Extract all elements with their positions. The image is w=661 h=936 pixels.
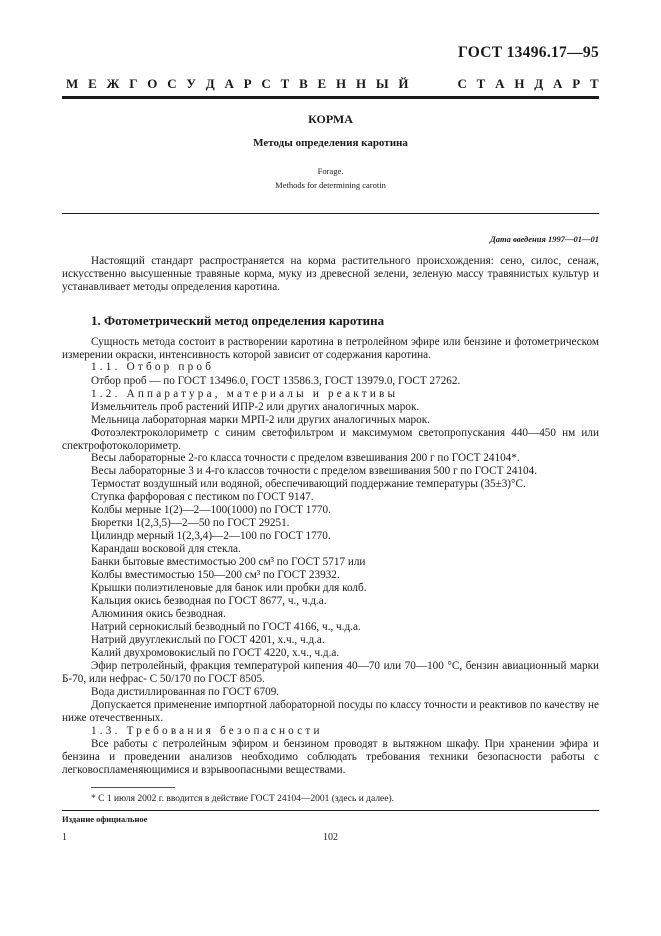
equipment-item: Карандаш восковой для стекла. [91, 543, 241, 555]
equipment-item: Термостат воздушный или водяной, обеспечивающий поддержание температуры (35±3)°С. [91, 478, 526, 490]
equipment-item: Весы лабораторные 2-го класса точности с пределом взвешивания 200 г по ГОСТ 24104*. [91, 452, 520, 464]
photo-colorimeter: Фотоэлектроколориметр с синим светофильтром и максимумом светопропускания 440—450 нм или спектрофотоколориметр. [62, 427, 599, 453]
subsection-1-2-title: 1.2. Аппаратура, материалы и реактивы [91, 388, 399, 400]
banner-letter: Е [317, 76, 327, 91]
header-rule [62, 96, 599, 99]
sampling-text: Отбор проб — по ГОСТ 13496.0, ГОСТ 13586.3, ГОСТ 13979.0, ГОСТ 27262. [91, 375, 461, 387]
document-subtitle: Методы определения каротина [253, 137, 408, 149]
banner-letter: Е [88, 76, 97, 91]
equipment-item: Измельчитель проб растений ИПР-2 или других аналогичных марок. [91, 401, 420, 413]
banner-letter: Ж [106, 76, 120, 91]
banner-letter: Н [514, 76, 525, 91]
safety-paragraph: Все работы с петролейным эфиром и бензином проводят в вытяжном шкафу. При хранении эфира и бензина и проведении анализов необходимо соблюдать требования техники безопасности работы с легковоспламеняющимися и взрывоопасными веществами. [62, 738, 599, 777]
equipment-item: Бюретки 1(2,3,5)—2—50 по ГОСТ 29251. [91, 517, 290, 529]
equipment-item: Натрий двууглекислый по ГОСТ 4201, х.ч., ч.д.а. [91, 634, 325, 646]
banner-letter: О [147, 76, 158, 91]
banner-letter: Г [129, 76, 138, 91]
banner-letter: Д [205, 76, 215, 91]
footnote: * С 1 июля 2002 г. вводится в действие ГОСТ 24104—2001 (здесь и далее). [91, 794, 395, 804]
banner-letter: Д [534, 76, 544, 91]
subsection-1-1-title: 1.1. Отбор проб [91, 361, 215, 373]
equipment-item: Колбы мерные 1(2)—2—100(1000) по ГОСТ 1770. [91, 504, 331, 516]
equipment-item: Крышки полиэтиленовые для банок или пробки для колб. [91, 582, 367, 594]
banner-letter: С [457, 76, 467, 91]
equipment-item: Кальция окись безводная по ГОСТ 8677, ч., ч.д.а. [91, 595, 327, 607]
banner-letter [444, 76, 447, 92]
banner-letter: А [553, 76, 563, 91]
ether-item: Эфир петролейный, фракция температурой кипения 40—70 или 70—100 °С, бензин авиационный марки Б-70, или нефрас- С 50/170 по ГОСТ 8505. [62, 660, 599, 686]
equipment-item: Весы лабораторные 3 и 4-го классов точности с пределом взвешивания 500 г по ГОСТ 24104. [91, 465, 538, 477]
banner-letter: Р [572, 76, 581, 91]
equipment-item: Мельница лабораторная марки МРП-2 или других аналогичных марок. [91, 414, 430, 426]
banner-letter: А [224, 76, 234, 91]
footer-rule [62, 810, 599, 811]
banner-letter: Н [336, 76, 347, 91]
banner-letter [418, 76, 421, 92]
introduction-date: Дата введения 1997—01—01 [489, 234, 599, 244]
footer-left-number: 1 [62, 832, 67, 843]
banner-letter: Ы [375, 76, 389, 91]
banner-letter: А [495, 76, 505, 91]
english-title-line1: Forage. [317, 166, 344, 176]
banner-letter: Й [398, 76, 409, 91]
equipment-item: Натрий сернокислый безводный по ГОСТ 4166, ч., ч.д.а. [91, 621, 361, 633]
subsection-1-3-title: 1.3. Требования безопасности [91, 725, 323, 737]
banner-letter: В [299, 76, 308, 91]
equipment-item: Алюминия окись безводная. [91, 608, 226, 620]
interstate-standard-banner [66, 76, 599, 92]
english-title-line2: Methods for determining carotin [275, 180, 386, 190]
page-number: 102 [323, 832, 338, 843]
official-edition: Издание официальное [62, 814, 148, 824]
equipment-item: Ступка фарфоровая с пестиком по ГОСТ 9147. [91, 491, 314, 503]
banner-letter: Т [280, 76, 290, 91]
import-note: Допускается применение импортной лабораторной посуды по классу точности и реактивов по качеству не ниже отечественных. [62, 699, 599, 725]
banner-letter: С [167, 76, 177, 91]
banner-letter: М [66, 76, 79, 91]
method-essence: Сущность метода состоит в растворении каротина в петролейном эфире или бензине и фотометрическом измерении окраски, интенсивность которой зависит от содержания каротина. [62, 336, 599, 362]
title-rule [62, 213, 599, 214]
equipment-item: Колбы вместимостью 150—200 см³ по ГОСТ 23932. [91, 569, 340, 581]
equipment-item: Калий двухромовокислый по ГОСТ 4220, х.ч., ч.д.а. [91, 647, 340, 659]
banner-letter: Т [476, 76, 486, 91]
banner-letter: С [261, 76, 271, 91]
banner-letter: Т [589, 76, 599, 91]
water-item: Вода дистиллированная по ГОСТ 6709. [91, 686, 280, 698]
footnote-rule [91, 787, 175, 788]
equipment-item: Банки бытовые вместимостью 200 см³ по ГОСТ 5717 или [91, 556, 366, 568]
intro-paragraph: Настоящий стандарт распространяется на корма растительного происхождения: сено, силос, сенаж, искусственно высушенные травяные корма, муку из древесной зелени, зеленую массу травянистых культур и устанавливает методы определения каротина. [62, 255, 599, 294]
banner-letter: Р [243, 76, 252, 91]
standard-number: ГОСТ 13496.17—95 [457, 44, 599, 61]
section-1-heading: 1. Фотометрический метод определения каротина [91, 313, 385, 328]
banner-letter: У [186, 76, 196, 91]
banner-letter [431, 76, 434, 92]
document-title: КОРМА [308, 112, 353, 126]
banner-letter: Н [355, 76, 367, 91]
equipment-item: Цилиндр мерный 1(2,3,4)—2—100 по ГОСТ 1770. [91, 530, 331, 542]
